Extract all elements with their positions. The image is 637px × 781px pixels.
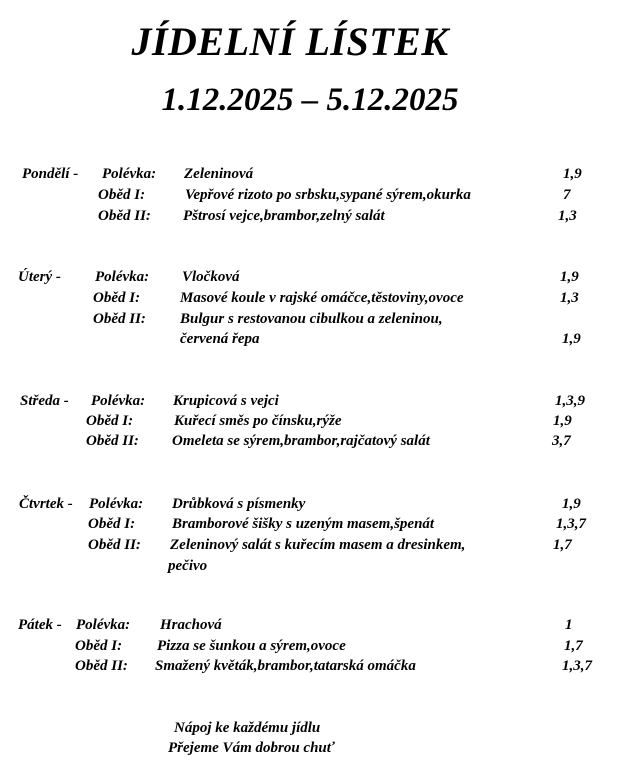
lunch2-dish-continued: červená řepa	[180, 331, 260, 347]
soup-dish: Vločková	[182, 269, 240, 285]
lunch2-dish: Bulgur s restovanou cibulkou a zeleninou,	[180, 311, 443, 327]
soup-dish: Krupicová s vejci	[173, 393, 279, 409]
soup-allergens: 1	[565, 617, 573, 633]
lunch2-dish: Pštrosí vejce,brambor,zelný salát	[183, 208, 385, 224]
lunch1-label: Oběd I:	[88, 516, 136, 532]
day-label: Úterý -	[18, 269, 61, 285]
lunch2-dish: Smažený květák,brambor,tatarská omáčka	[155, 658, 416, 674]
page-title: JÍDELNÍ LÍSTEK	[131, 19, 449, 64]
lunch2-dish: Omeleta se sýrem,brambor,rajčatový salát	[172, 433, 430, 449]
soup-allergens: 1,3,9	[555, 393, 585, 409]
lunch1-label: Oběd I:	[98, 187, 146, 203]
lunch2-label: Oběd II:	[93, 311, 146, 327]
lunch1-label: Oběd I:	[93, 290, 141, 306]
day-label: Pondělí -	[22, 166, 79, 182]
date-range: 1.12.2025 – 5.12.2025	[161, 82, 459, 118]
footer-drink-note: Nápoj ke každému jídlu	[174, 720, 321, 736]
lunch2-allergens: 1,3,7	[562, 658, 592, 674]
lunch1-allergens: 1,3,7	[556, 516, 586, 532]
day-label: Pátek -	[18, 617, 62, 633]
soup-label: Polévka:	[102, 166, 157, 182]
lunch2-label: Oběd II:	[98, 208, 151, 224]
soup-allergens: 1,9	[562, 496, 581, 512]
lunch1-allergens: 1,9	[553, 413, 572, 429]
lunch2-label: Oběd II:	[75, 658, 128, 674]
soup-dish: Drůbková s písmenky	[172, 496, 306, 512]
soup-allergens: 1,9	[563, 166, 582, 182]
soup-label: Polévka:	[89, 496, 144, 512]
lunch2-allergens: 1,9	[562, 331, 581, 347]
soup-allergens: 1,9	[560, 269, 579, 285]
lunch1-dish: Masové koule v rajské omáčce,těstoviny,ovoce	[180, 290, 464, 306]
lunch1-dish: Vepřové rizoto po srbsku,sypané sýrem,okurka	[185, 187, 471, 203]
lunch2-dish-continued: pečivo	[168, 558, 208, 574]
soup-label: Polévka:	[76, 617, 131, 633]
lunch1-dish: Kuřecí směs po čínsku,rýže	[174, 413, 342, 429]
soup-label: Polévka:	[91, 393, 146, 409]
lunch2-label: Oběd II:	[86, 433, 139, 449]
lunch1-allergens: 1,3	[560, 290, 579, 306]
lunch2-dish: Zeleninový salát s kuřecím masem a dresinkem,	[170, 537, 466, 553]
soup-dish: Hrachová	[160, 617, 222, 633]
lunch1-label: Oběd I:	[75, 638, 123, 654]
lunch1-dish: Pizza se šunkou a sýrem,ovoce	[157, 638, 346, 654]
lunch1-dish: Bramborové šišky s uzeným masem,špenát	[172, 516, 435, 532]
lunch2-label: Oběd II:	[88, 537, 141, 553]
lunch1-allergens: 7	[563, 187, 571, 203]
day-label: Středa -	[20, 393, 69, 409]
lunch2-allergens: 3,7	[552, 433, 571, 449]
soup-dish: Zeleninová	[184, 166, 254, 182]
footer-greeting: Přejeme Vám dobrou chuť	[168, 740, 335, 756]
soup-label: Polévka:	[95, 269, 150, 285]
lunch1-label: Oběd I:	[86, 413, 134, 429]
day-label: Čtvrtek -	[19, 496, 73, 512]
lunch2-allergens: 1,7	[553, 537, 572, 553]
lunch2-allergens: 1,3	[558, 208, 577, 224]
lunch1-allergens: 1,7	[564, 638, 583, 654]
